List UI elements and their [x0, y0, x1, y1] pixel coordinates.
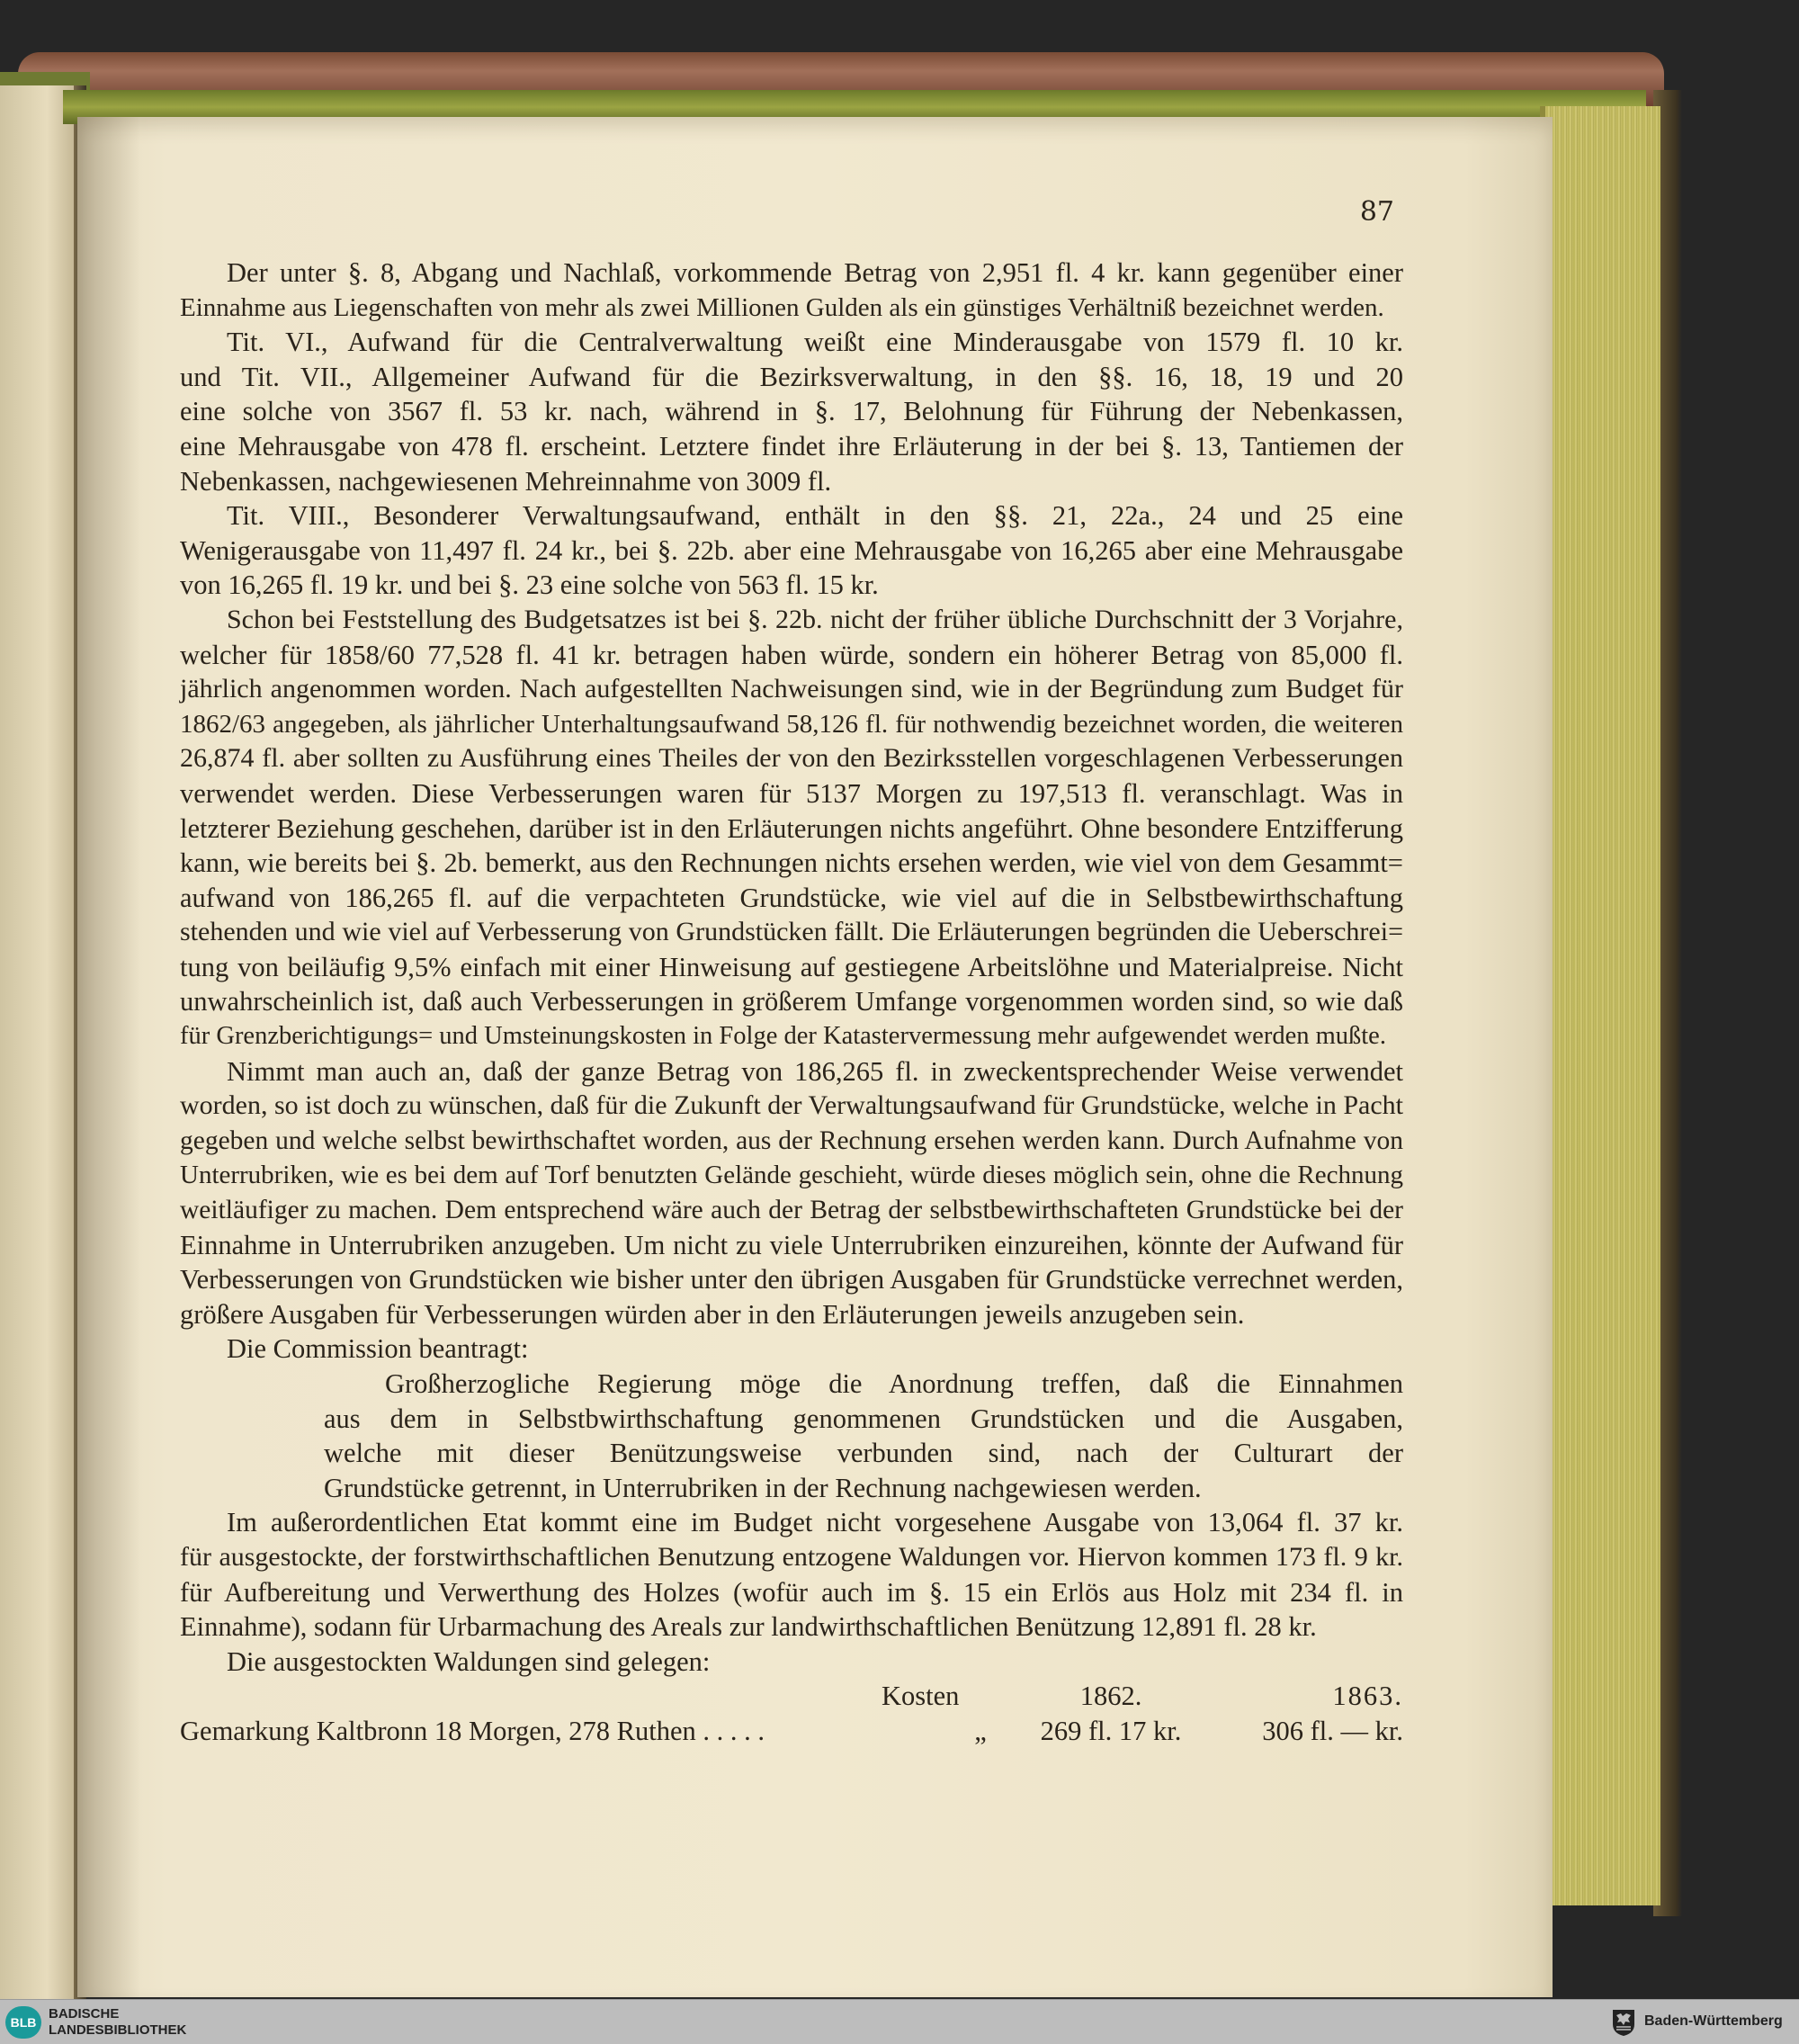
text-line: Nimmt man auch an, daß der ganze Betrag von 186,265 fl. in zweckentsprechender Weise verwendet	[227, 1055, 1403, 1087]
text-line: eine Mehrausgabe von 478 fl. erscheint. Letztere findet ihre Erläuterung in der bei §. 13, Tantiemen der	[180, 430, 1403, 462]
costs-row-label: Gemarkung Kaltbronn 18 Morgen, 278 Ruthen . . . . .	[180, 1715, 765, 1746]
paragraphs-after	[180, 1505, 1403, 1679]
proposal-line: Großherzogliche Regierung möge die Anordnung treffen, daß die Einnahmen	[385, 1368, 1403, 1399]
costs-header-1863: 1863.	[1332, 1681, 1403, 1712]
text-line: unwahrscheinlich ist, daß auch Verbesserungen in größerem Umfange vorgenommen worden sind, so wie daß	[180, 986, 1403, 1018]
paragraph	[180, 498, 1403, 603]
paragraph	[180, 1054, 1403, 1332]
page-number: 87	[1359, 196, 1394, 228]
text-line: aufwand von 186,265 fl. auf die verpachteten Grundstücke, wie viel auf die in Selbstbewirthschaftung	[180, 882, 1403, 913]
text-line: weitläufiger zu machen. Dem entsprechend wäre auch der Betrag der selbstbewirthschafteten Grundstücke bei der	[180, 1196, 1403, 1225]
text-line: größere Ausgaben für Verbesserungen würden aber in den Erläuterungen jeweils anzugeben sein.	[180, 1298, 1245, 1330]
page-text	[180, 256, 1403, 1749]
paragraph	[180, 1505, 1403, 1644]
footer-bar	[0, 1999, 1799, 2044]
spine-shadow	[77, 117, 140, 1997]
costs-row-1863: 306 fl. — kr.	[1262, 1715, 1403, 1746]
text-line: für Grenzberichtigungs= und Umsteinungskosten in Folge der Katastervermessung mehr aufgewendet werden mußte.	[180, 1022, 1386, 1051]
text-line: stehenden und wie viel auf Verbesserung von Grundstücken fällt. Die Erläuterungen begründen die Ueberschrei=	[180, 917, 1403, 947]
text-line: Die ausgestockten Waldungen sind gelegen:	[227, 1645, 711, 1677]
paragraph	[180, 325, 1403, 498]
paragraph	[180, 1645, 1403, 1680]
page-fore-edge	[1540, 106, 1660, 1905]
text-line: gegeben und welche selbst bewirthschaftet worden, aus der Rechnung ersehen werden kann. Durch Aufnahme von	[180, 1125, 1403, 1155]
text-line: für Aufbereitung und Verwerthung des Holzes (wofür auch im §. 15 ein Erlös aus Holz mit 234 fl. in	[180, 1576, 1403, 1608]
text-line: Einnahme aus Liegenschaften von mehr als zwei Millionen Gulden als ein günstiges Verhältniß bezeichnet werden.	[180, 292, 1384, 322]
text-line: kann, wie bereits bei §. 2b. bemerkt, aus den Rechnungen nichts ersehen werden, wie viel von dem Gesammt=	[180, 847, 1403, 879]
left-page-sliver	[0, 85, 85, 2002]
costs-row	[180, 1714, 1403, 1749]
text-line: Tit. VIII., Besonderer Verwaltungsaufwand, enthält in den §§. 21, 22a., 24 und 25 eine	[227, 500, 1403, 532]
text-line: letzterer Beziehung geschehen, darüber ist in den Erläuterungen nichts angeführt. Ohne besondere Entzifferung	[180, 812, 1403, 844]
paragraphs-before	[180, 256, 1403, 1367]
text-line: Einnahme), sodann für Urbarmachung des Areals zur landwirthschaftlichen Benützung 12,891 fl. 28 kr.	[180, 1611, 1317, 1643]
text-line: jährlich angenommen worden. Nach aufgestellten Nachweisungen sind, wie in der Begründung zum Budget für	[180, 674, 1403, 704]
costs-header	[180, 1679, 1403, 1714]
library-name	[49, 2006, 186, 2039]
proposal-line: Grundstücke getrennt, in Unterrubriken in der Rechnung nachgewiesen werden.	[324, 1472, 1202, 1503]
text-line: Wenigerausgabe von 11,497 fl. 24 kr., bei §. 22b. aber eine Mehrausgabe von 16,265 aber eine Mehrausgabe	[180, 534, 1403, 566]
text-line: Tit. VI., Aufwand für die Centralverwaltung weißt eine Minderausgabe von 1579 fl. 10 kr.	[227, 327, 1403, 358]
costs-header-1862: 1862.	[1079, 1681, 1142, 1712]
baden-wuerttemberg-crest-icon[interactable]	[1610, 2008, 1637, 2037]
library-name-line1: BADISCHE	[49, 2006, 120, 2022]
proposal-line: aus dem in Selbstbwirthschaftung genommenen Grundstücken und die Ausgaben,	[324, 1403, 1403, 1434]
text-line: eine solche von 3567 fl. 53 kr. nach, während in §. 17, Belohnung für Führung der Nebenkassen,	[180, 396, 1403, 427]
costs-header-kosten: Kosten	[882, 1681, 960, 1712]
text-line: welcher für 1858/60 77,528 fl. 41 kr. betragen haben würde, sondern ein höherer Betrag von 85,000 fl.	[180, 639, 1403, 670]
costs-row-1862: 269 fl. 17 kr.	[1040, 1715, 1182, 1746]
text-line: Im außerordentlichen Etat kommt eine im Budget nicht vorgesehene Ausgabe von 13,064 fl. 37 kr.	[227, 1507, 1403, 1538]
text-line: Nebenkassen, nachgewiesenen Mehreinnahme von 3009 fl.	[180, 465, 832, 497]
text-line: 26,874 fl. aber sollten zu Ausführung eines Theiles der von den Bezirksstellen vorgeschlagenen Verbesserungen	[180, 743, 1403, 774]
blb-logo-icon[interactable]: BLB	[5, 2006, 41, 2039]
costs-row-ditto: „	[974, 1715, 987, 1746]
paragraph	[180, 603, 1403, 1054]
text-line: worden, so ist doch zu wünschen, daß für die Zukunft der Verwaltungsaufwand für Grundstücke, welche in Pacht	[180, 1090, 1403, 1121]
commission-proposal	[324, 1367, 1403, 1505]
text-line: Schon bei Feststellung des Budgetsatzes ist bei §. 22b. nicht der früher übliche Durchschnitt der 3 Vorjahre,	[227, 604, 1403, 634]
text-line: verwendet werden. Diese Verbesserungen waren für 5137 Morgen zu 197,513 fl. veranschlagt. Was in	[180, 777, 1403, 809]
text-line: Die Commission beantragt:	[227, 1333, 529, 1365]
text-line: von 16,265 fl. 19 kr. und bei §. 23 eine solche von 563 fl. 15 kr.	[180, 569, 879, 601]
state-name: Baden-Württemberg	[1644, 2013, 1783, 2029]
paragraph	[180, 1331, 1403, 1367]
library-name-line2: LANDESBIBLIOTHEK	[49, 2022, 187, 2038]
text-line: Einnahme in Unterrubriken anzugeben. Um nicht zu viele Unterrubriken einzureihen, könnte der Aufwand für	[180, 1229, 1403, 1260]
paragraph	[180, 256, 1403, 325]
text-line: und Tit. VII., Allgemeiner Aufwand für die Bezirksverwaltung, in den §§. 16, 18, 19 und 20	[180, 361, 1403, 392]
text-line: für ausgestockte, der forstwirthschaftlichen Benutzung entzogene Waldungen vor. Hiervon kommen 173 fl. 9 kr.	[180, 1541, 1403, 1572]
text-line: Unterrubriken, wie es bei dem auf Torf benutzten Gelände geschieht, würde dieses möglich sein, ohne die Rechnung	[180, 1161, 1403, 1190]
text-line: Der unter §. 8, Abgang und Nachlaß, vorkommende Betrag von 2,951 fl. 4 kr. kann gegenüber einer	[227, 257, 1403, 288]
text-line: 1862/63 angegeben, als jährlicher Unterhaltungsaufwand 58,126 fl. für nothwendig bezeichnet worden, die weiteren	[180, 709, 1403, 739]
text-line: tung von beiläufig 9,5% einfach mit einer Hinweisung auf gestiegene Arbeitslöhne und Materialpreise. Nicht	[180, 951, 1403, 982]
proposal-line: welche mit dieser Benützungsweise verbunden sind, nach der Culturart der	[324, 1438, 1403, 1469]
text-line: Verbesserungen von Grundstücken wie bisher unter den übrigen Ausgaben für Grundstücke verrechnet werden,	[180, 1264, 1403, 1295]
